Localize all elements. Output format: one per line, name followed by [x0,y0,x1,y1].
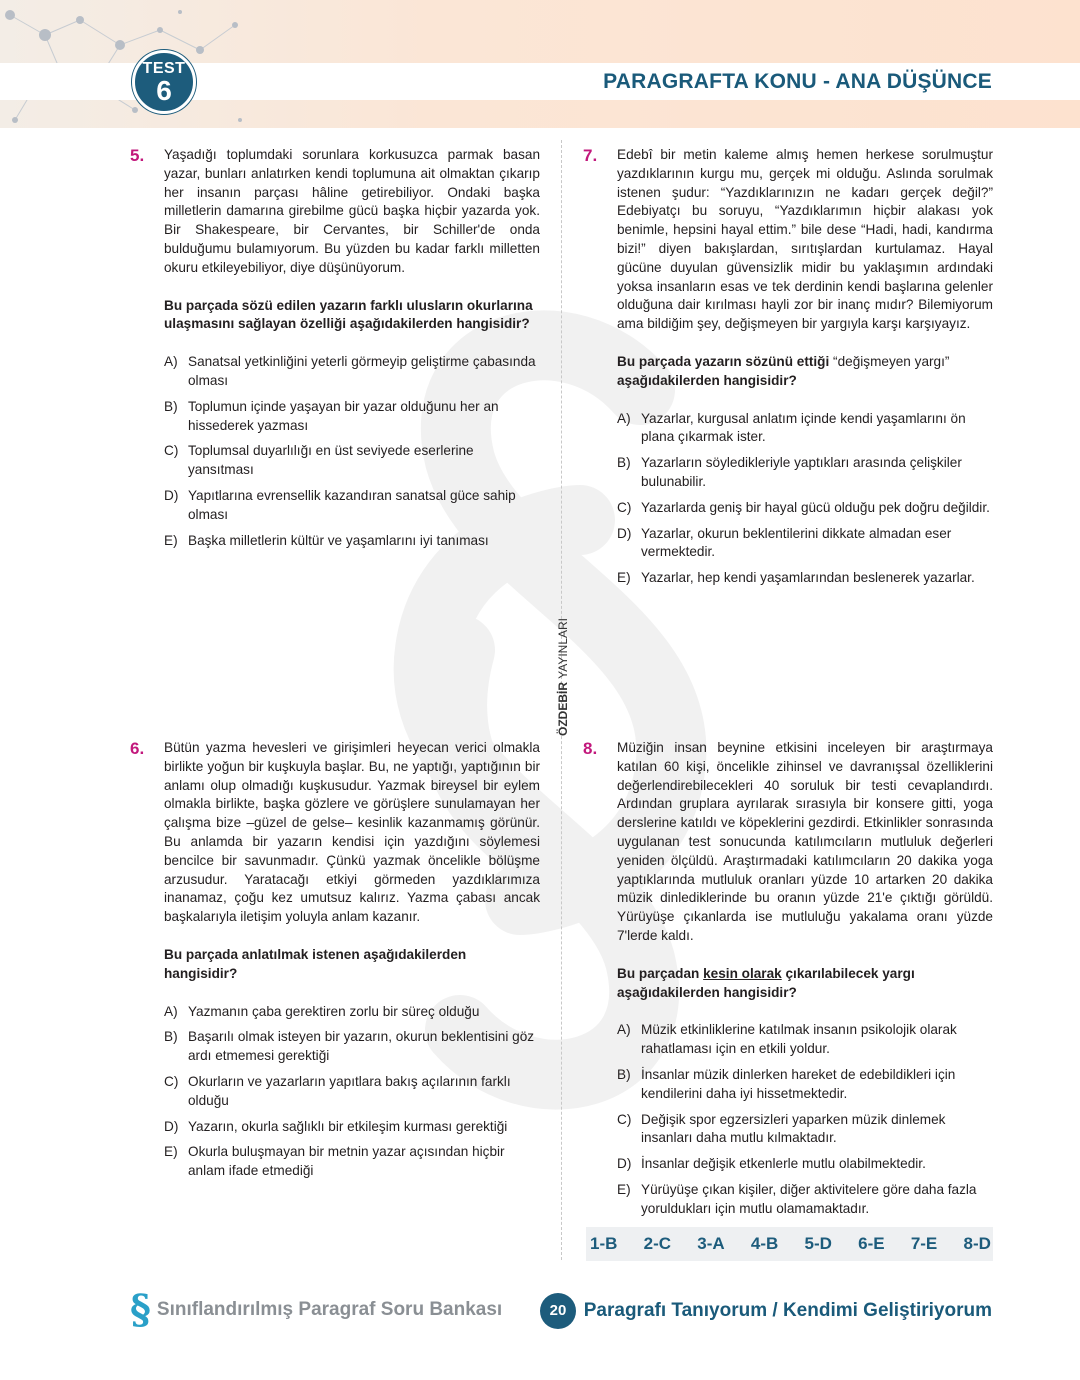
publisher-brand: ÖZDEBİR [556,682,570,737]
answer-item: 7-E [910,1234,938,1253]
options-list [164,353,540,550]
option-letter: C) [617,499,632,515]
option-text: Değişik spor egzersizleri yaparken müzik dinlemek insanları daha mutlu kılmaktadır. [641,1111,946,1146]
stem-quote: “değişmeyen yargı” [833,353,950,369]
answer-item: 4-B [750,1234,779,1253]
option-a[interactable] [617,1021,993,1059]
option-c[interactable] [164,442,540,480]
option-d[interactable] [164,487,540,525]
option-letter: D) [617,525,632,541]
option-letter: D) [617,1156,632,1172]
option-text: Yazarın, okurla sağlıklı bir etkileşim kurması gerektiği [188,1118,508,1134]
publisher-suffix: YAYINLARI [556,617,570,683]
option-text: Müzik etkinliklerine katılmak insanın psikolojik olarak rahatlaması için en etkili yoldur. [641,1022,957,1057]
option-text: Okurla buluşmayan bir metnin yazar açısından hiçbir anlam ifade etmediği [188,1144,505,1179]
option-letter: C) [617,1111,632,1127]
stem-part: aşağıdakilerden hangisidir? [617,372,797,388]
answer-item: 2-C [643,1234,672,1253]
question-paragraph: Edebî bir metin kaleme almış hemen herkese sorulmuştur yazdıklarının kurgu mu, gerçek mi olduğu. Aslında sorulmak istenen şudur: “Yazdıklarınızın ne kadarı gerçek değil?” Edebiyatçı bu soruyu, “Yazdıklarımın hiçbir alakası yok benimle, hepsini hayal ettim.” bile dese “Hadi, hadi, kandırma bizi!” diyen bakışlardan, sırıtışlardan kurtulamaz. Hayal gücüne duyulan güvensizlik midir bu yaklaşımın ardındaki yoksa insanların esas ve tek derdinin kendi başlarına gelenler olduğuna dair kırılması hayli zor bir inanç mıdır? Bilemiyorum ama bildiğim şey, değişmeyen bir yargıyla karşı karşıyayız. [617,147,993,332]
option-a[interactable] [617,410,993,448]
answer-item: 5-D [804,1234,832,1253]
question-paragraph: Yaşadığı toplumdaki sorunlara korkusuzca parmak basan yazar, bunları anlatırken kendi toplumuna ait olmaktan çıkarıp her insanın parçası hâline getirebiliyor. Ondaki başka milletlerin damarına girebilme gücü başka hiçbir yazarda yok. Bir Shakespeare, bir Cervantes, bir Schiller'de onda bulduğumu bulamıyorum. Bu yüzden bu kadar farklı milletten okuru etkileyebiliyor, diye düşünüyorum. [164,147,540,275]
stem-part: Bu parçadan [617,965,704,981]
option-e[interactable] [617,1181,993,1219]
option-letter: B) [617,1066,631,1082]
option-c[interactable] [617,1111,993,1149]
option-text: Başarılı olmak isteyen bir yazarın, okurun beklentisini göz ardı etmemesi gerektiği [188,1029,535,1064]
answer-item: 1-B [590,1234,618,1253]
option-text: Yazarlar, kurgusal anlatım içinde kendi yaşamlarını ön plana çıkarmak ister. [641,410,966,445]
option-letter: B) [164,398,178,414]
option-d[interactable] [164,1118,540,1137]
options-list [617,1021,993,1218]
option-letter: B) [164,1029,178,1045]
option-text: Yazmanın çaba gerektiren zorlu bir süreç olduğu [188,1003,480,1019]
option-d[interactable] [617,1155,993,1174]
question-paragraph: Müziğin insan beynine etkisini inceleyen bir araştırmaya katılan 60 kişi, öncelikle zihinsel ve davranışsal özelliklerini değerlendirebilecekleri 40 soruluk bir testi cevaplandırdı. Ardından gruplara ayrılarak sırasıyla bir konsere gitti, yoga derslerine katıldı ve köpeklerini gezdirdi. Etkinlikler sonrasında uygulanan test sonucunda katılımcıların mutluluk değerleri yeniden ölçüldü. Araştırmadaki katılımcıların 20 dakika yoga yaptıklarında mutluluk oranları yüzde 10 artarken 20 dakika müzik dinlediklerinde bu oranın yüzde 21'e çıktığı görüldü. Yürüyüşe çıkanlarda ise mutluluğu yakalama oranı yüzde 7'lerde kaldı. [617,740,993,943]
option-text: Toplumsal duyarlılığı en üst seviyede eserlerine yansıtması [188,443,474,478]
section-sign-icon: § [130,1286,151,1333]
answer-item: 3-A [697,1234,725,1253]
option-letter: D) [164,1118,179,1134]
option-a[interactable] [164,353,540,391]
option-text: Yazarlarda geniş bir hayal gücü olduğu pek doğru değildir. [641,499,990,515]
question-number: 6. [130,739,145,758]
option-letter: A) [617,1022,631,1038]
option-letter: A) [164,1003,178,1019]
option-d[interactable] [617,525,993,563]
option-text: Yapıtlarına evrensellik kazandıran sanatsal güce sahip olması [188,487,516,522]
question-stem [617,353,993,391]
question-number: 8. [583,739,598,758]
question-paragraph: Bütün yazma hevesleri ve girişimleri heyecan verici olmakla birlikte yoğun bir kuşkuyla başlar. Bu, ne yaptığı, yaptığının bir anlamı olup olmadığı kuşkusudur. Yazmak bireysel bir eylem olmakla birlikte, başka gözlere ve görüşlere sunulamayan her çalışma bize –güzel de gelse– kesinlik kazanmamış görünür. Bu anlamda bir yazarın kendisi için yazdığını söylemesi bencilce bir savunmadır. Çünkü yazmak öncelikle bölüşme arzusudur. Yaratacağı etkiyi görmeden yazdıklarımıza inanamaz, çoğu kez umutsuz kalırız. Yazma çabası ancak başkalarıyla iletişim yoluyla anlam kazanır. [164,740,540,925]
option-text: Başka milletlerin kültür ve yaşamlarını iyi tanıması [188,532,489,548]
test-number: 6 [156,75,172,106]
question-stem [617,965,993,1003]
option-e[interactable] [617,569,993,588]
option-a[interactable] [164,1003,540,1022]
question-number: 7. [583,146,598,165]
option-text: İnsanlar müzik dinlerken hareket de edebildikleri için kendilerini daha iyi hissetmektedir. [641,1066,956,1101]
option-letter: E) [164,532,178,548]
option-b[interactable] [617,1066,993,1104]
option-text: Yazarlar, okurun beklentilerini dikkate almadan eser vermektedir. [641,525,952,560]
option-e[interactable] [164,532,540,551]
option-text: Yazarlar, hep kendi yaşamlarından beslenerek yazarlar. [641,570,975,586]
option-letter: B) [617,455,631,471]
series-title: Paragrafı Tanıyorum / Kendimi Geliştiriyorum [583,1300,992,1321]
option-letter: C) [164,443,179,459]
option-text: İnsanlar değişik etkenlerle mutlu olabilmektedir. [641,1156,926,1172]
options-list [617,410,993,588]
stem-emphasis: kesin olarak [703,965,782,981]
option-letter: E) [617,1181,631,1197]
question-stem: Bu parçada anlatılmak istenen aşağıdakilerden hangisidir? [164,946,467,981]
question-stem: Bu parçada sözü edilen yazarın farklı ulusların okurlarına ulaşmasını sağlayan özelliği aşağıdakilerden hangisidir? [164,297,533,332]
option-c[interactable] [617,499,993,518]
option-c[interactable] [164,1073,540,1111]
option-text: Okurların ve yazarların yapıtlara bakış açılarının farklı olduğu [188,1073,511,1108]
page-title: PARAGRAFTA KONU - ANA DÜŞÜNCE [603,70,992,93]
option-b[interactable] [617,454,993,492]
footer-book-title [130,1286,503,1333]
option-e[interactable] [164,1143,540,1181]
question-number: 5. [130,146,145,165]
option-b[interactable] [164,398,540,436]
option-text: Yürüyüşe çıkan kişiler, diğer aktivitelere göre daha fazla yoruldukları için mutlu olamamaktadır. [641,1181,977,1216]
option-letter: A) [617,410,631,426]
option-letter: A) [164,354,178,370]
option-letter: C) [164,1073,179,1089]
option-b[interactable] [164,1028,540,1066]
option-text: Yazarların söyledikleriyle yaptıkları arasında çelişkiler bulunabilir. [641,455,962,489]
option-text: Sanatsal yetkinliğini yeterli görmeyip geliştirme çabasında olması [188,354,536,388]
options-list [164,1003,540,1181]
answer-item: 6-E [858,1234,885,1253]
book-title: Sınıflandırılmış Paragraf Soru Bankası [156,1299,503,1320]
stem-part: Bu parçada yazarın sözünü ettiği [617,353,834,369]
option-letter: D) [164,487,179,503]
stem-part: çıkarılabilecek yargı aşağıdakilerden hangisidir? [617,965,915,1000]
answer-item: 8-D [963,1234,991,1253]
test-badge [132,50,196,114]
test-label: TEST [142,60,186,77]
option-text: Toplumun içinde yaşayan bir yazar olduğunu her an hissederek yazması [188,398,499,433]
option-letter: E) [617,570,631,586]
option-letter: E) [164,1144,178,1160]
publisher-logo [548,600,576,770]
page-number: 20 [540,1293,576,1329]
answer-key [586,1227,993,1261]
